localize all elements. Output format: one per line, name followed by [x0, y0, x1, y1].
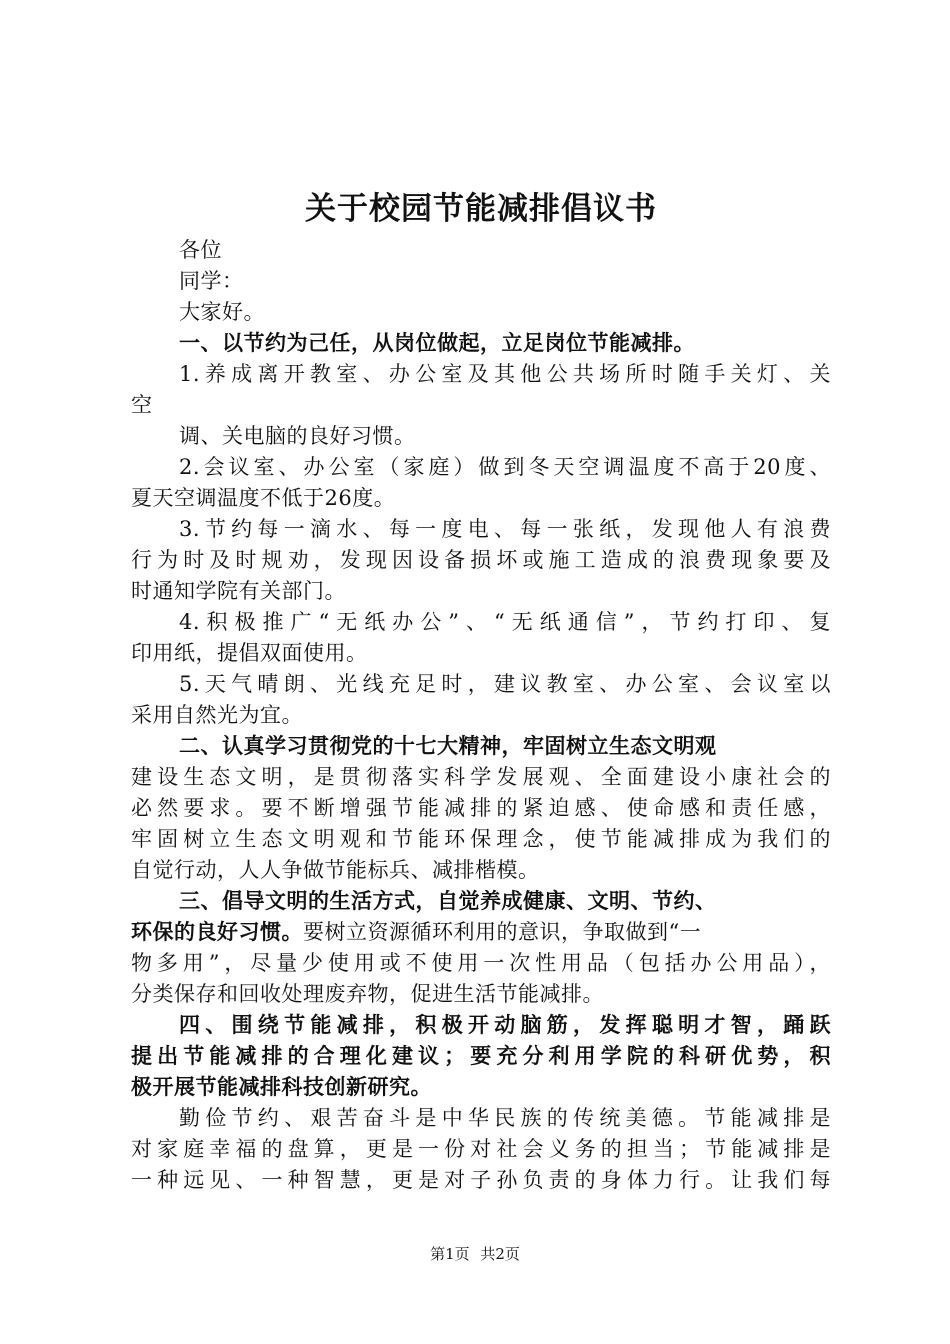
section-heading-3: 三、倡导文明的生活方式，自觉养成健康、文明、节约、 [179, 889, 717, 913]
paragraph-line: 分类保存和回收处理废弃物，促进生活节能减排。 [131, 982, 604, 1006]
salutation-line: 同学： [179, 269, 244, 293]
greeting-line: 大家好。 [179, 300, 265, 324]
paragraph-line: 空 [131, 393, 153, 417]
section-heading-2: 二、认真学习贯彻党的十七大精神，牢固树立生态文明观 [179, 734, 717, 758]
page-footer [0, 1244, 950, 1264]
paragraph-line: 采用自然光为宜。 [131, 703, 303, 727]
paragraph-line: 1.养成离开教室、办公室及其他公共场所时随手关灯、关 [179, 362, 831, 386]
page-total: 共2页 [480, 1245, 520, 1263]
section-heading-3-cont: 环保的良好习惯。 [131, 920, 303, 944]
salutation-line: 各位 [179, 238, 222, 262]
section-heading-4: 四、围绕节能减排，积极开动脑筋，发挥聪明才智，踊跃 [179, 1013, 831, 1037]
paragraph-line: 物多用”，尽量少使用或不使用一次性用品（包括办公用品）， [131, 951, 831, 975]
paragraph-line [131, 917, 831, 948]
section-heading-4-line: 提出节能减排的合理化建议；要充分利用学院的科研优势，积 [131, 1044, 831, 1068]
paragraph-line: 对家庭幸福的盘算，更是一份对社会义务的担当；节能减排是 [131, 1137, 831, 1161]
paragraph-line: 调、关电脑的良好习惯。 [179, 424, 416, 448]
paragraph-line: 3.节约每一滴水、每一度电、每一张纸，发现他人有浪费 [179, 517, 831, 541]
paragraph-line: 一种远见、一种智慧，更是对子孙负责的身体力行。让我们每 [131, 1168, 831, 1192]
paragraph-text: 要树立资源循环利用的意识，争取做到“一 [303, 920, 702, 944]
paragraph-line: 牢固树立生态文明观和节能环保理念，使节能减排成为我们的 [131, 827, 831, 851]
paragraph-line: 2.会议室、办公室（家庭）做到冬天空调温度不高于20度、 [179, 455, 831, 479]
paragraph-line: 夏天空调温度不低于26度。 [131, 486, 396, 510]
page-number: 第1页 [430, 1245, 470, 1263]
paragraph-line: 时通知学院有关部门。 [131, 579, 346, 603]
document-page [131, 185, 831, 1196]
paragraph-line: 自觉行动，人人争做节能标兵、减排楷模。 [131, 858, 540, 882]
section-heading-4-line: 极开展节能减排科技创新研究。 [131, 1075, 432, 1099]
paragraph-line: 印用纸，提倡双面使用。 [131, 641, 368, 665]
document-title: 关于校园节能减排倡议书 [305, 191, 657, 227]
paragraph-line: 必然要求。要不断增强节能减排的紧迫感、使命感和责任感， [131, 796, 831, 820]
paragraph-line: 行为时及时规劝，发现因设备损坏或施工造成的浪费现象要及 [131, 548, 831, 572]
paragraph-line: 5.天气晴朗、光线充足时，建议教室、办公室、会议室以 [179, 672, 831, 696]
paragraph-line: 建设生态文明，是贯彻落实科学发展观、全面建设小康社会的 [131, 765, 831, 789]
section-heading-1: 一、以节约为己任，从岗位做起，立足岗位节能减排。 [179, 331, 695, 355]
paragraph-line: 4.积极推广“无纸办公”、“无纸通信”，节约打印、复 [179, 610, 831, 634]
paragraph-line: 勤俭节约、艰苦奋斗是中华民族的传统美德。节能减排是 [179, 1106, 831, 1130]
